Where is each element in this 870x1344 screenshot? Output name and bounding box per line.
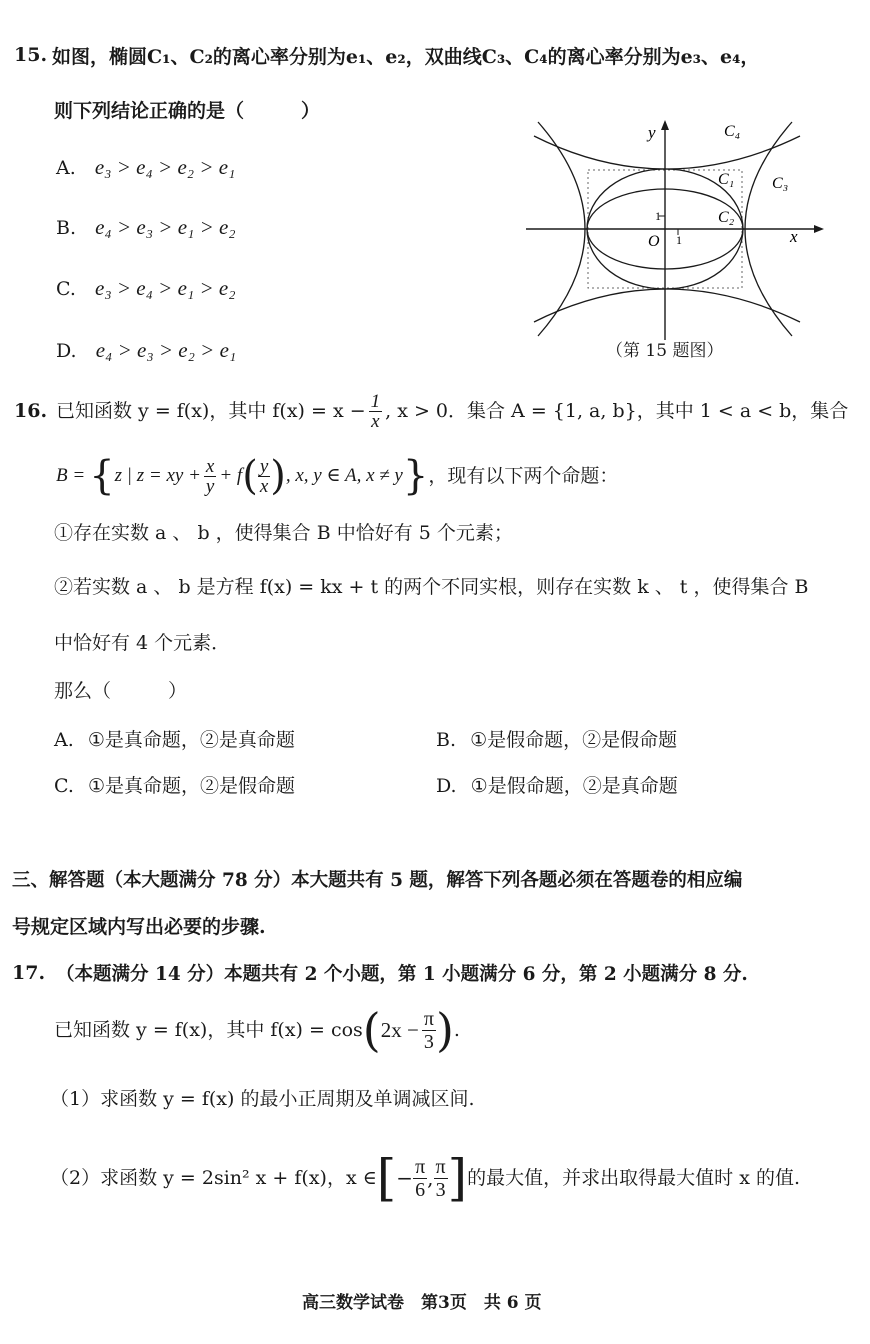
left-paren: (	[362, 1003, 381, 1057]
q16-line2-c: + f	[219, 465, 243, 486]
q16-option-b	[436, 727, 677, 753]
c1-label: C₁	[718, 171, 735, 188]
x-label: x	[790, 227, 798, 246]
c2-label: C₂	[718, 209, 735, 226]
denominator: 3	[423, 1030, 434, 1053]
tick-y-label: 1	[655, 209, 661, 223]
q15-number: 15.	[14, 44, 48, 66]
denominator: x	[371, 410, 380, 432]
right-brace: }	[402, 453, 429, 499]
c3-label: C₃	[772, 175, 789, 192]
hyperbola-c4-bottom	[534, 289, 800, 322]
q16-line2-d: , x, y ∈ A, x ≠ y	[285, 465, 403, 486]
q15-option-d	[56, 338, 236, 364]
minus-sign: −	[396, 1166, 414, 1190]
q15-option-b	[56, 215, 236, 241]
option-text: ①是真命题，②是真命题	[87, 729, 295, 751]
q17-given	[54, 1000, 460, 1060]
denominator: 6	[415, 1178, 426, 1201]
option-text: e₄ > e₃ > e₁ > e₂	[95, 215, 236, 239]
origin-label: O	[648, 233, 660, 250]
option-text: e₃ > e₄ > e₁ > e₂	[95, 276, 236, 300]
fraction-x-over-y	[204, 457, 216, 496]
option-text: ①是假命题，②是假命题	[470, 729, 678, 751]
fraction-1-over-x	[369, 392, 383, 431]
q15-stem-line1: 如图，椭圆C₁、C₂的离心率分别为e₁、e₂，双曲线C₃、C₄的离心率分别为e₃、e₄，	[52, 46, 760, 68]
option-label: A.	[54, 729, 74, 751]
q16-option-c	[54, 773, 295, 799]
q17-part-1: （1）求函数 y = f(x) 的最小正周期及单调减区间.	[50, 1088, 475, 1110]
q16-proposition-2-cont: 中恰好有 4 个元素．	[54, 632, 231, 654]
option-label: C.	[54, 775, 74, 797]
q16-option-d	[436, 773, 678, 799]
option-label: B.	[56, 217, 77, 239]
q16-number: 16.	[14, 400, 48, 422]
option-label: A.	[56, 157, 76, 179]
denominator: 3	[435, 1178, 446, 1201]
q17-part-2-b: 的最大值，并求出取得最大值时 x 的值.	[467, 1167, 800, 1189]
option-label: D.	[436, 775, 457, 797]
q17-number: 17.	[12, 962, 46, 984]
numerator: π	[415, 1155, 426, 1178]
option-text: ①是真命题，②是假命题	[87, 775, 295, 797]
right-paren: )	[270, 453, 286, 499]
q16-line1-b: , x > 0．集合 A = {1, a, b}，其中 1 < a < b，集合	[385, 400, 849, 422]
left-paren: (	[242, 453, 258, 499]
q16-proposition-1: ①存在实数 a 、 b ，使得集合 B 中恰好有 5 个元素；	[54, 522, 513, 544]
y-axis-arrow	[661, 120, 669, 130]
x-axis-arrow	[814, 225, 824, 233]
option-text: e₄ > e₃ > e₂ > e₁	[95, 338, 237, 362]
section-3-line2: 号规定区域内写出必要的步骤.	[12, 916, 266, 938]
q17-header: （本题满分 14 分）本题共有 2 个小题，第 1 小题满分 6 分，第 2 小题满分 8 分.	[56, 964, 748, 985]
option-label: B.	[436, 729, 457, 751]
c4-label: C₄	[724, 123, 741, 140]
numerator: x	[205, 455, 215, 477]
numerator: π	[435, 1155, 446, 1178]
q15-option-a	[56, 155, 235, 181]
fraction-pi-over-6	[413, 1156, 427, 1201]
q16-line2	[56, 446, 618, 506]
q17-given-end: .	[453, 1019, 460, 1041]
numerator: π	[423, 1007, 434, 1030]
page-footer: 高三数学试卷 第3页 共 6 页	[302, 1293, 542, 1313]
fraction-pi-over-3	[434, 1156, 448, 1201]
option-label: D.	[56, 340, 77, 362]
q16-ask: 那么（ ）	[54, 680, 188, 702]
q15-figure-caption: （第 15 题图）	[606, 341, 724, 361]
q17-part-2	[50, 1146, 800, 1210]
q15-figure	[520, 112, 840, 342]
right-bracket: ]	[447, 1149, 468, 1207]
q17-given-b: 2x −	[380, 1018, 419, 1042]
fraction-y-over-x	[258, 457, 270, 496]
q16-line1	[56, 386, 848, 436]
fraction-pi-over-3	[422, 1008, 436, 1053]
tick-x-label: 1	[676, 233, 682, 247]
section-3-line1: 三、解答题（本大题满分 78 分）本大题共有 5 题，解答下列各题必须在答题卷的相应编	[12, 870, 743, 891]
option-label: C.	[56, 278, 76, 300]
q16-proposition-2: ②若实数 a 、 b 是方程 f(x) = kx + t 的两个不同实根，则存在实数 k 、 t ，使得集合 B	[54, 576, 809, 598]
q15-option-c	[56, 276, 236, 302]
q16-option-a	[54, 727, 295, 753]
q16-line2-e: ，现有以下两个命题：	[428, 465, 619, 487]
option-text: ①是假命题，②是真命题	[470, 775, 678, 797]
numerator: 1	[370, 390, 381, 412]
q15-stem-line2: 则下列结论正确的是（ ）	[54, 100, 321, 122]
denominator: y	[205, 475, 215, 497]
hyperbola-c4-top	[534, 136, 800, 169]
comma: ,	[427, 1166, 434, 1190]
numerator: y	[259, 455, 269, 477]
left-brace: {	[89, 453, 115, 499]
right-paren: )	[435, 1003, 454, 1057]
q16-line2-b: z | z = xy +	[114, 465, 201, 486]
y-label: y	[648, 123, 656, 142]
option-text: e₃ > e₄ > e₂ > e₁	[94, 155, 236, 179]
q17-given-a: 已知函数 y = f(x)，其中 f(x) = cos	[54, 1019, 363, 1041]
denominator: x	[259, 475, 269, 497]
q16-line2-a: B =	[56, 465, 86, 486]
left-bracket: [	[376, 1149, 397, 1207]
q17-part-2-a: （2）求函数 y = 2sin² x + f(x)，x ∈	[50, 1167, 377, 1189]
q16-line1-a: 已知函数 y = f(x)，其中 f(x) = x −	[56, 400, 366, 422]
